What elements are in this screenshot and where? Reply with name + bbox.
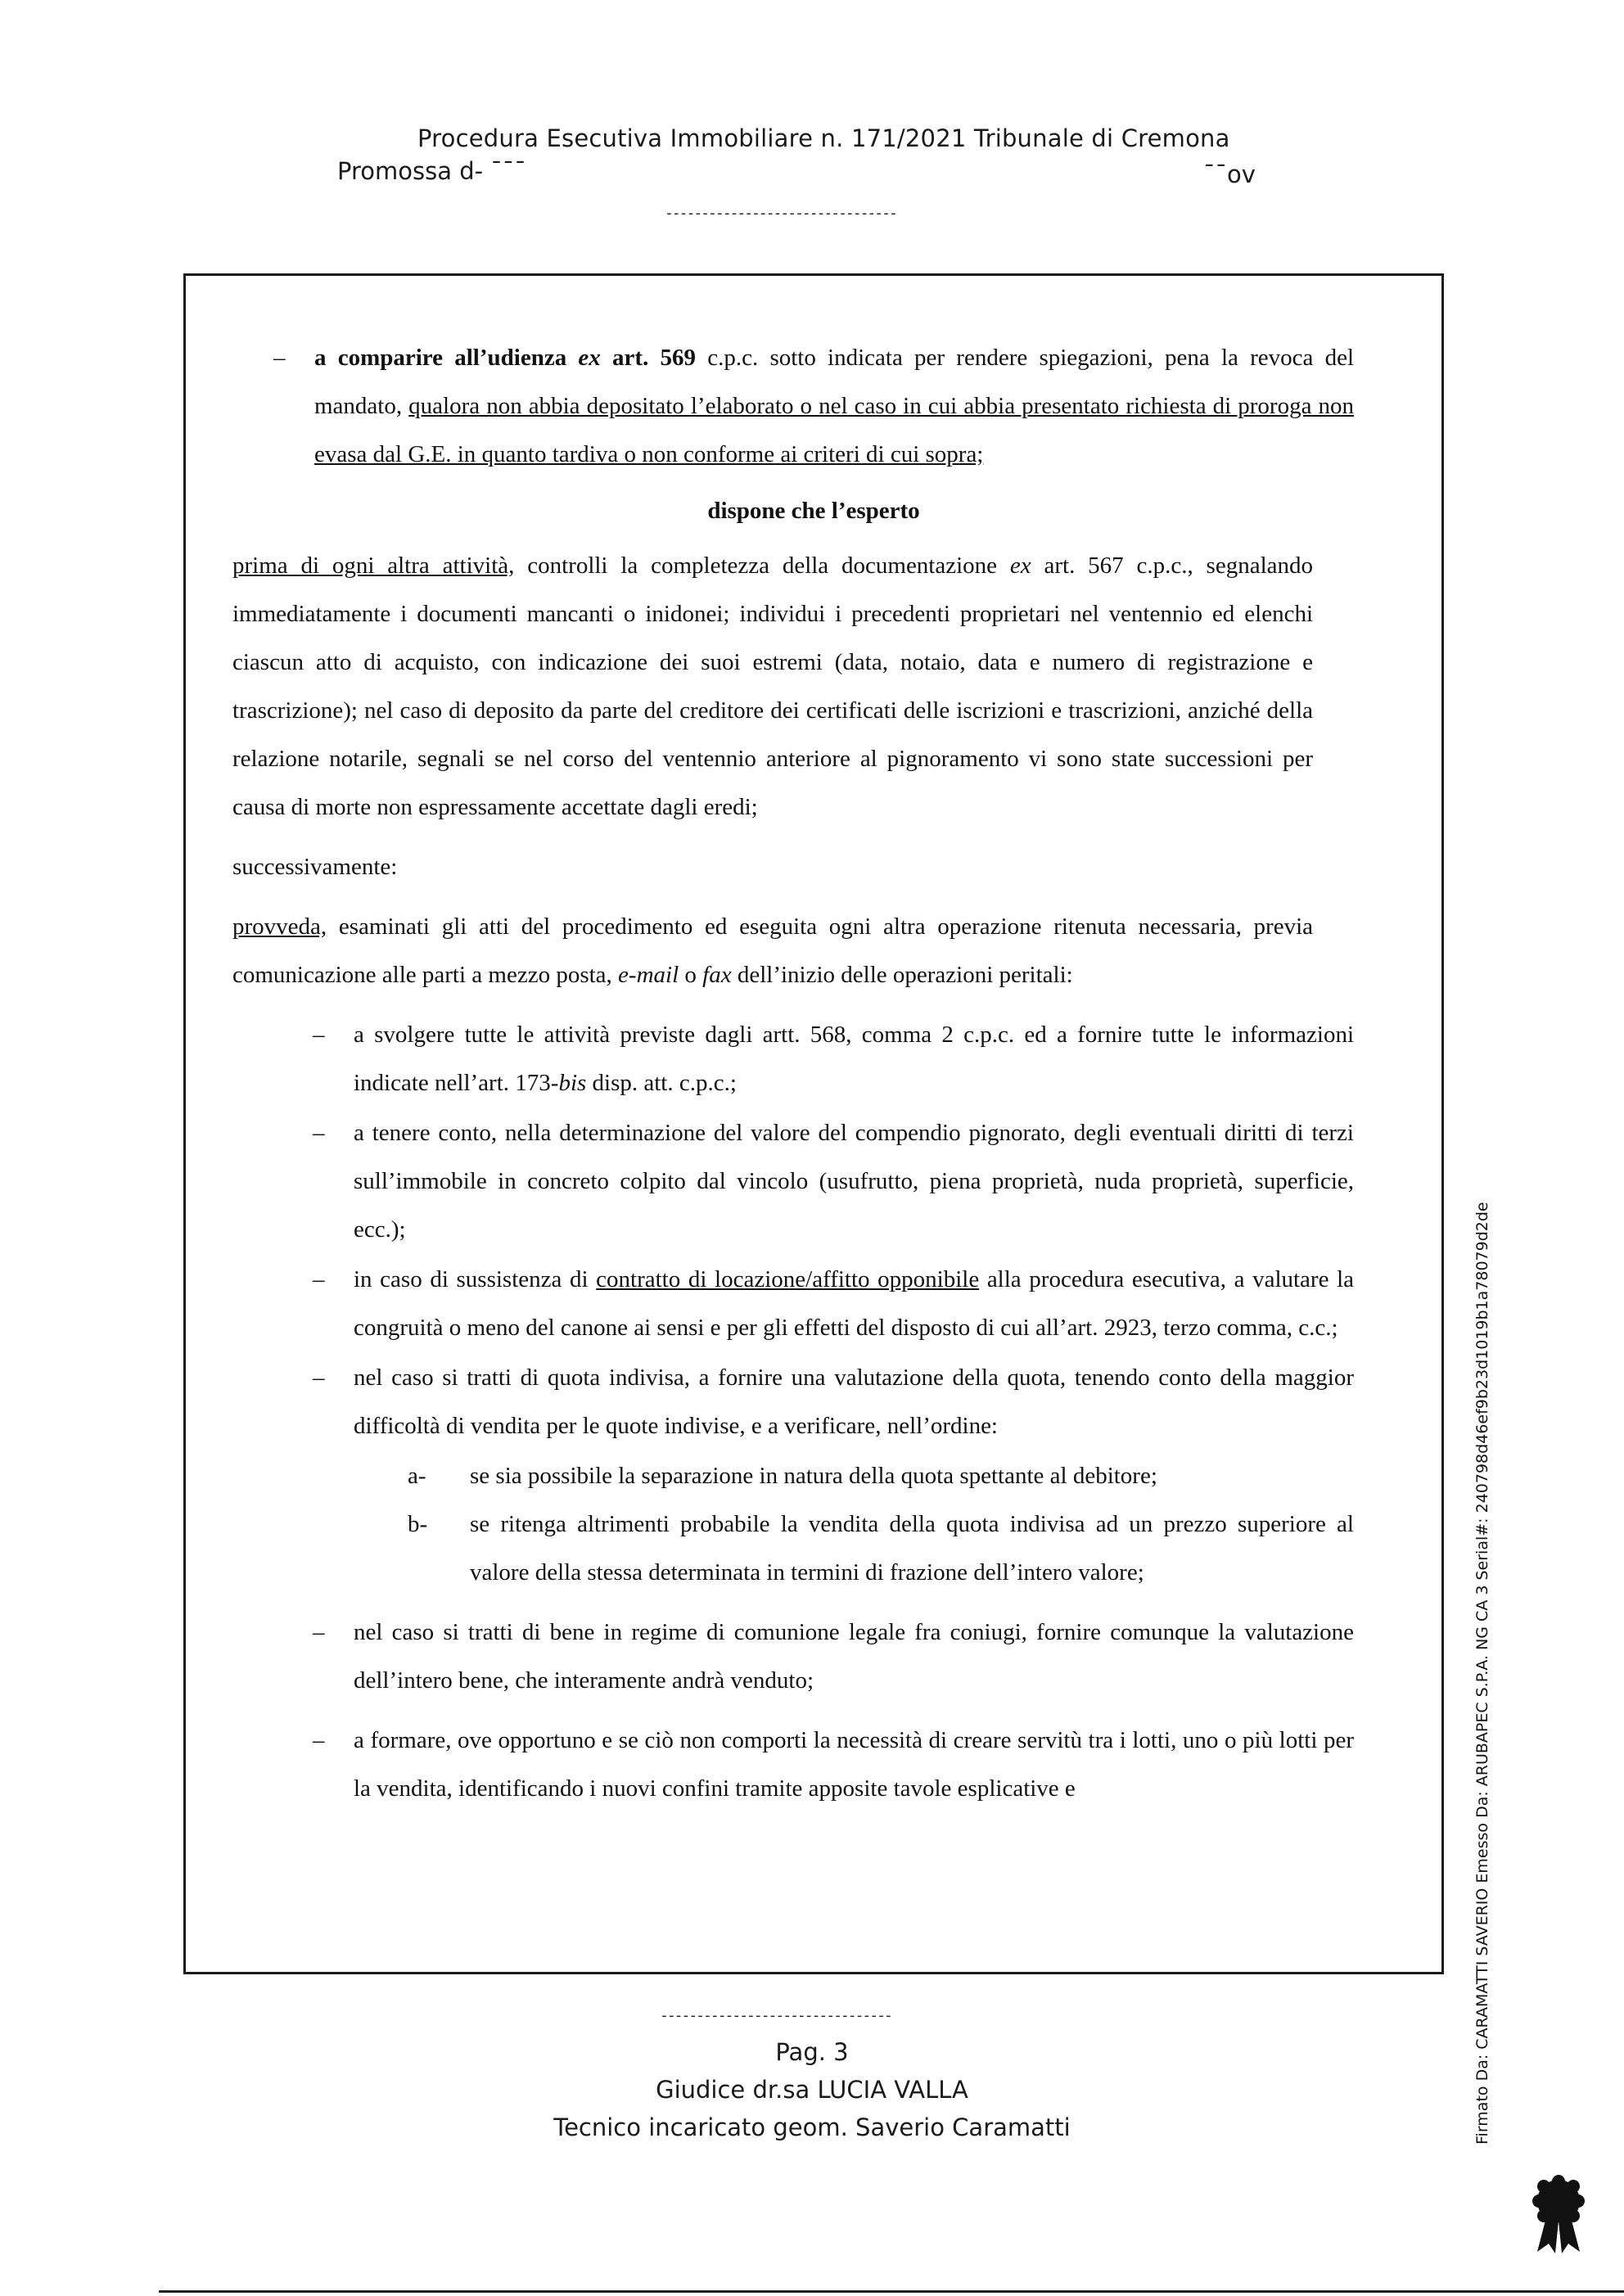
list-item-hearing (273, 334, 1354, 479)
obligations-list (313, 1011, 1354, 1450)
paragraph-text: controlli la completezza della documentazione (527, 553, 998, 579)
italic-ex: ex (578, 345, 601, 371)
footer-judge: Giudice dr.sa LUCIA VALLA (656, 2076, 968, 2104)
item-text: a tenere conto, nella determinazione del valore del compendio pignorato, degli eventuali diritti di terzi sull’immobile in concreto colpito dal vincolo (usufrutto, piena proprietà, nuda proprietà, superficie, ecc.); (354, 1120, 1354, 1243)
list-item (313, 1608, 1354, 1705)
seal-icon (1524, 2173, 1593, 2255)
italic-email: e-mail (618, 962, 679, 988)
paragraph-text: successivamente: (232, 854, 398, 880)
dash-marker: – (313, 1266, 325, 1292)
underlined-text: contratto di locazione/affitto opponibile (596, 1266, 980, 1292)
sub-list-item-b (408, 1500, 1354, 1597)
dash-marker: – (313, 1727, 325, 1753)
item-text: nel caso si tratti di quota indivisa, a fornire una valutazione della quota, tenendo conto della maggior difficoltà di vendita per le quote indivise, e a verificare, nell’ordine: (354, 1365, 1354, 1439)
dash-marker: – (313, 1365, 325, 1391)
paragraph-documentation (232, 542, 1313, 832)
header-title: Procedura Esecutiva Immobiliare n. 171/2021 Tribunale di Cremona (417, 124, 1230, 152)
obligations-list-continued (313, 1608, 1354, 1813)
page-number: Pag. 3 (775, 2038, 849, 2066)
list-item (313, 1109, 1354, 1254)
header-promoter: Promossa d- ¯¯¯ (337, 157, 526, 185)
footer-technician: Tecnico incaricato geom. Saverio Caramatti (553, 2113, 1071, 2141)
sub-marker: b- (408, 1511, 428, 1537)
paragraph-text: o (684, 962, 697, 988)
dash-marker: – (313, 1120, 325, 1146)
underlined-text: provveda, (232, 913, 327, 940)
header-promoter-tail: ¯¯ov (1203, 160, 1256, 188)
dash-marker: – (313, 1619, 325, 1645)
sub-list-item-a (408, 1452, 1354, 1500)
paragraph-text: dell’inizio delle operazioni peritali: (737, 962, 1073, 988)
item-text: a formare, ove opportuno e se ciò non comporti la necessità di creare servitù tra i lotti, uno o più lotti per la vendita, identificando i nuovi confini tramite apposite tavole esplicative e (354, 1727, 1354, 1802)
paragraph-provveda (232, 903, 1313, 999)
item-text: se ritenga altrimenti probabile la vendita della quota indivisa ad un prezzo superiore al valore della stessa determinata in termini di frazione dell’intero valore; (470, 1511, 1354, 1586)
paragraph-successively (232, 843, 1313, 891)
italic-bis: bis (558, 1070, 587, 1096)
item-text: c.p.c. sotto indicata per rendere spiegazioni, pena la revoca del mandato, (314, 345, 1355, 419)
list-item (313, 1256, 1354, 1352)
bottom-rule (159, 2290, 1624, 2293)
section-heading: dispone che l’esperto (707, 498, 920, 524)
list-item (313, 1354, 1354, 1450)
underlined-text: qualora non abbia depositato l’elaborato o nel caso in cui abbia presentato richiesta di proroga non evasa dal G.E. in quanto tardiva o non conforme ai criteri di cui sopra; (314, 393, 1354, 467)
dash-marker: – (273, 345, 286, 371)
item-text: disp. att. c.p.c.; (592, 1070, 737, 1096)
list-item (313, 1716, 1354, 1813)
dash-marker: – (313, 1022, 325, 1048)
item-text: in caso di sussistenza di (354, 1266, 589, 1292)
paragraph-text: art. 567 c.p.c., segnalando immediatamente i documenti mancanti o inidonei; individui i precedenti proprietari nel ventennio ed elenchi ciascun atto di acquisto, con indicazione dei suoi estremi (data, notaio, data e numero di registrazione e trascrizione); nel caso di deposito da parte del creditore dei certificati delle iscrizioni e trascrizioni, anziché della relazione notarile, segnali se nel corso del ventennio anteriore al pignoramento vi sono state successioni per causa di morte non espressamente accettate dagli eredi; (232, 553, 1314, 820)
item-text: se sia possibile la separazione in natura della quota spettante al debitore; (470, 1463, 1157, 1489)
item-text: a svolgere tutte le attività previste dagli artt. 568, comma 2 c.p.c. ed a fornire tutte le informazioni indicate nell’art. 173- (354, 1022, 1354, 1096)
underlined-text: prima di ogni altra attività, (232, 553, 515, 579)
list-item (313, 1011, 1354, 1107)
item-text: alla procedura esecutiva, a valutare la congruità o meno del canone ai sensi e per gli effetti del disposto di cui all’art. 2923, terzo comma, c.c.; (354, 1266, 1355, 1341)
footer-rule: -------------------------------- (660, 2007, 891, 2024)
italic-ex: ex (1009, 553, 1031, 579)
paragraph-text: esaminati gli atti del procedimento ed eseguita ogni altra operazione ritenuta necessaria, previa comunicazione alle parti a mezzo posta, (232, 913, 1313, 988)
document-body (232, 334, 1355, 1815)
header-rule: -------------------------------- (665, 205, 896, 222)
sub-marker: a- (408, 1463, 426, 1489)
item-text: nel caso si tratti di bene in regime di comunione legale fra coniugi, fornire comunque la valutazione dell’intero bene, che interamente andrà venduto; (354, 1619, 1354, 1694)
digital-signature-text: Firmato Da: CARAMATTI SAVERIO Emesso Da: ARUBAPEC S.P.A. NG CA 3 Serial#: 240798d46ef9b23d1019b1a78079d2de (1473, 1202, 1491, 2145)
bold-art: art. 569 (612, 345, 697, 371)
bold-text: a comparire all’udienza (314, 345, 567, 371)
italic-fax: fax (702, 962, 732, 988)
